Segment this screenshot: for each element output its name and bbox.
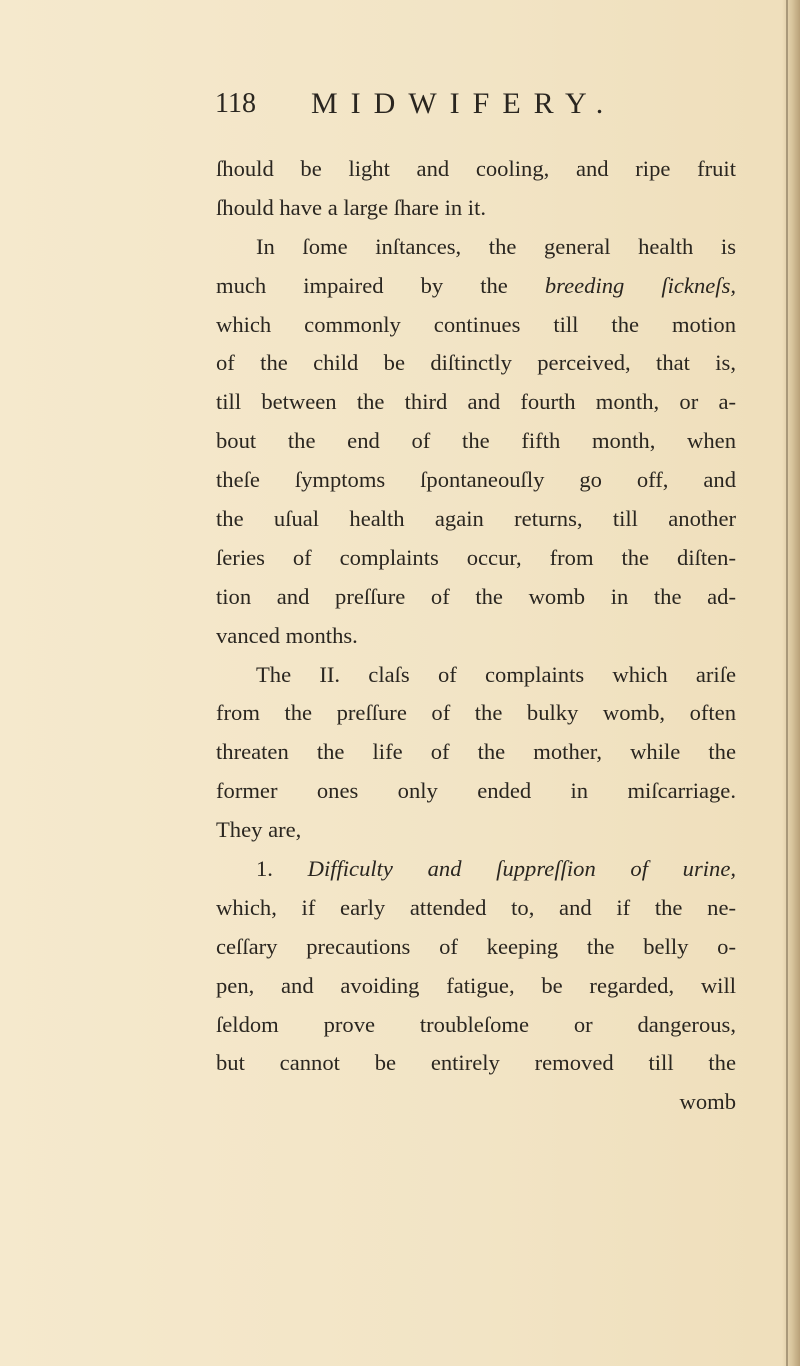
page-edge-line <box>786 0 788 1366</box>
page-number: 118 <box>215 88 256 119</box>
paragraph-start-line: In ſome inſtances, the general health is <box>256 233 736 259</box>
text-line: vanced months. <box>216 622 358 648</box>
text-line <box>216 267 736 306</box>
catchword: womb <box>679 1089 736 1115</box>
text-line: They are, <box>216 817 302 843</box>
text-segment: much impaired by the <box>216 272 508 298</box>
text-line: but cannot be entirely removed till the <box>216 1050 736 1076</box>
text-line: ſhould be light and cooling, and ripe fruit <box>216 156 736 181</box>
text-line: the uſual health again returns, till another <box>216 506 736 532</box>
running-head <box>215 86 635 126</box>
text-line: threaten the life of the mother, while the <box>216 739 736 765</box>
body-text <box>216 150 736 1122</box>
list-number: 1. <box>256 856 273 882</box>
text-line: pen, and avoiding fatigue, be regarded, will <box>216 972 736 998</box>
text-line: bout the end of the fifth month, when <box>216 428 736 454</box>
text-line: ſeries of complaints occur, from the diſten- <box>216 544 736 570</box>
text-line: ceſſary precautions of keeping the belly o- <box>216 933 736 959</box>
text-line: former ones only ended in miſcarriage. <box>216 778 736 804</box>
page-edge-shadow <box>782 0 800 1366</box>
text-line: till between the third and fourth month, or a- <box>216 389 736 415</box>
running-title: MIDWIFERY. <box>311 87 617 120</box>
text-line: of the child be diſtinctly perceived, that is, <box>216 350 736 376</box>
text-line: which, if early attended to, and if the ne- <box>216 894 736 920</box>
text-line: from the preſſure of the bulky womb, often <box>216 700 736 726</box>
text-line: ſeldom prove troubleſome or dangerous, <box>216 1011 736 1037</box>
text-line: ſhould have a large ſhare in it. <box>216 194 486 220</box>
text-line: theſe ſymptoms ſpontaneouſly go off, and <box>216 467 736 493</box>
paragraph-start-line: The II. claſs of complaints which ariſe <box>256 661 736 687</box>
list-item-line <box>216 850 736 889</box>
text-line: tion and preſſure of the womb in the ad- <box>216 583 736 609</box>
italic-term: breeding ſickneſs, <box>544 272 737 298</box>
text-line: which commonly continues till the motion <box>216 311 736 337</box>
italic-heading: Difficulty and ſuppreſſion of urine, <box>307 856 736 882</box>
